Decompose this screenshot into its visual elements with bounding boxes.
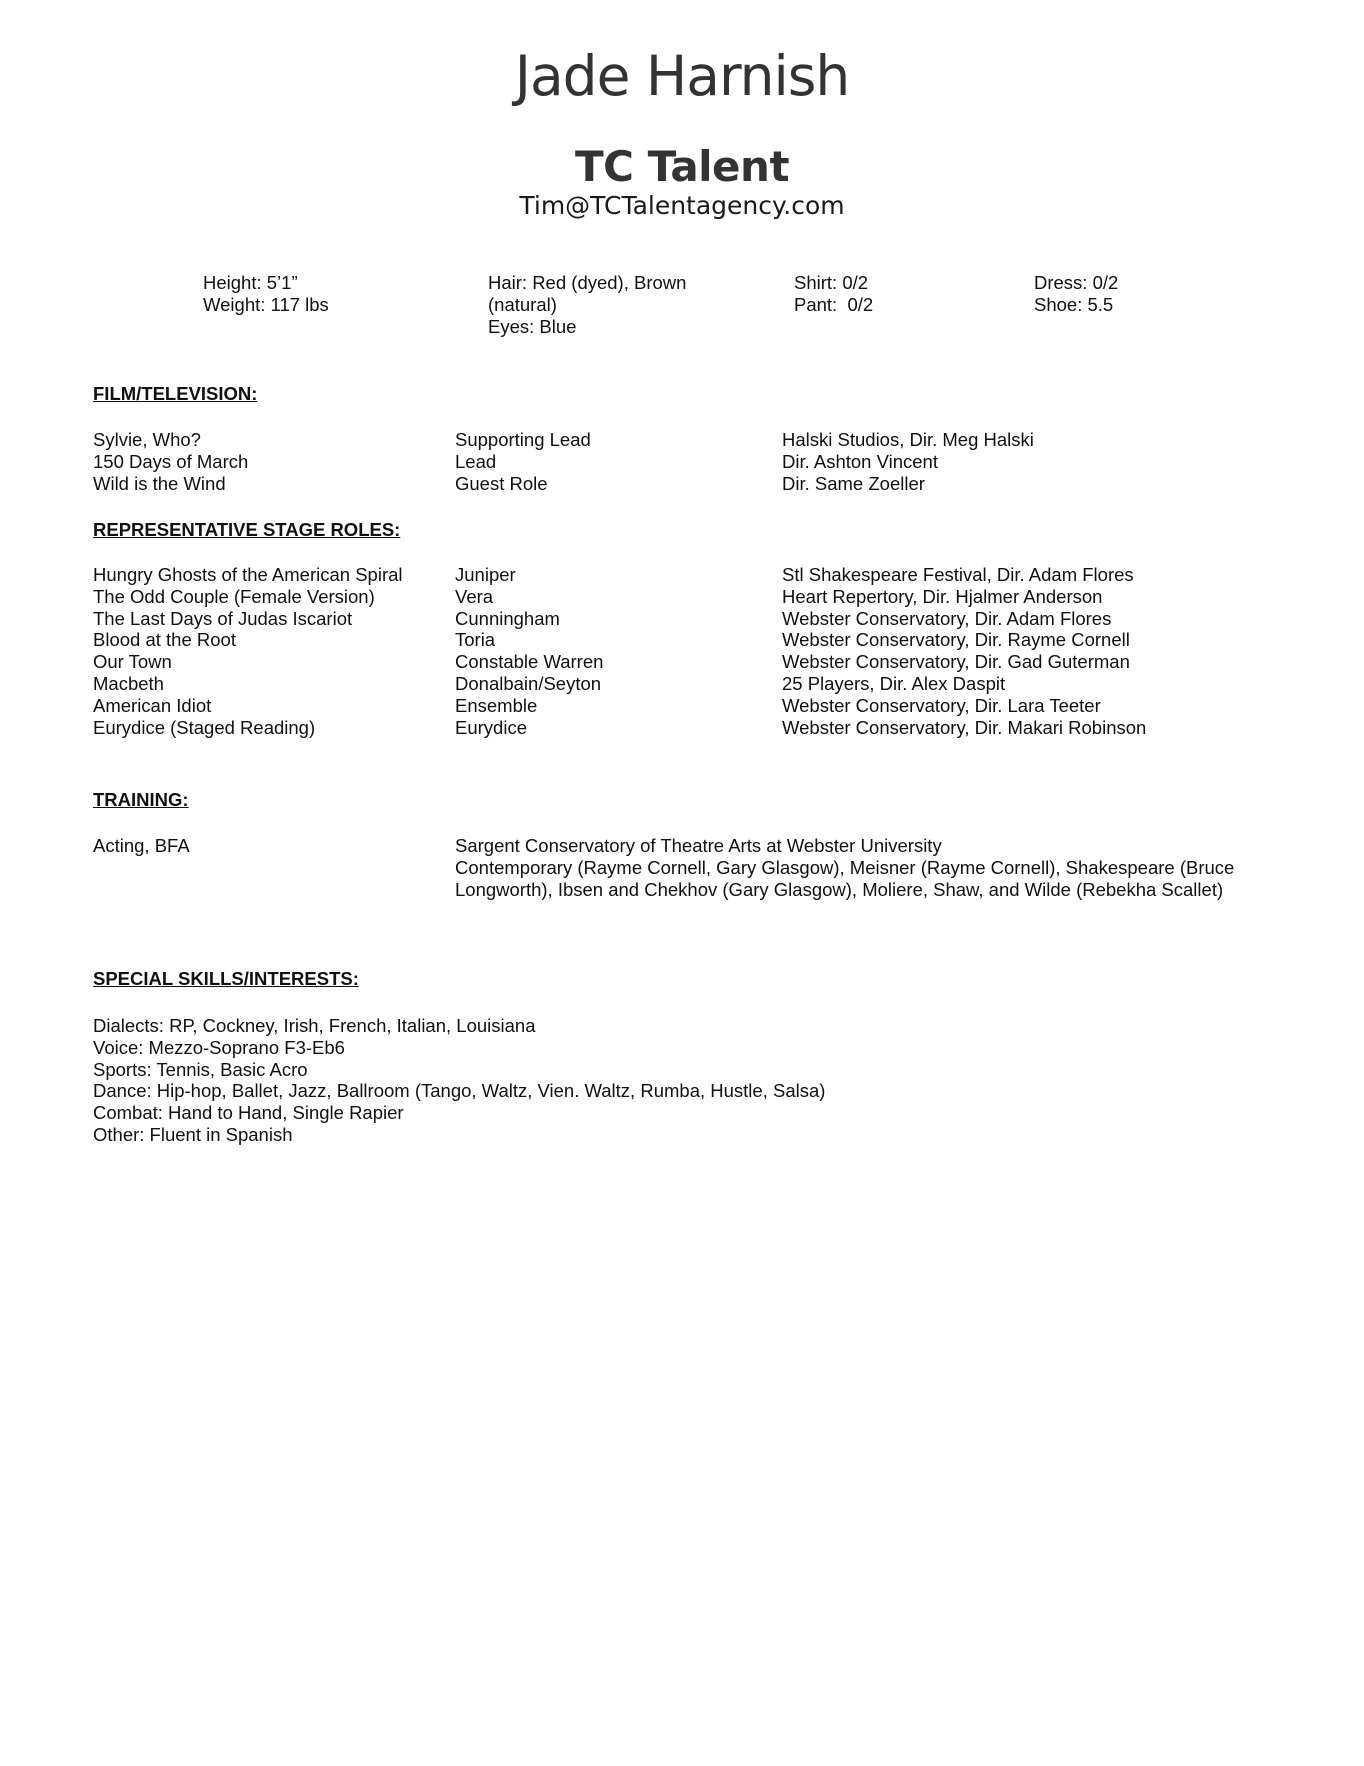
list-item: Dialects: RP, Cockney, Irish, French, Italian, Louisiana — [93, 1015, 536, 1036]
credit-company: Heart Repertory, Dir. Hjalmer Anderson — [782, 585, 1103, 607]
credit-role: Supporting Lead — [455, 429, 591, 450]
credit-role: Constable Warren — [455, 651, 604, 673]
stats-column-appearance — [488, 272, 686, 338]
credit-role: Guest Role — [455, 472, 548, 494]
list-item: Other: Fluent in Spanish — [93, 1123, 293, 1145]
credit-company: Webster Conservatory, Dir. Adam Flores — [782, 607, 1112, 629]
list-item: Combat: Hand to Hand, Single Rapier — [93, 1102, 404, 1124]
stat-shirt: Shirt: 0/2 — [794, 272, 869, 293]
credit-title: Our Town — [93, 651, 172, 673]
film-credits — [93, 429, 1293, 494]
stats-column-sizes — [794, 272, 873, 316]
stats-column-sizes-2 — [1034, 272, 1118, 316]
stat-hair-cont: (natural) — [488, 294, 557, 315]
table-row — [93, 608, 1293, 630]
credit-title: American Idiot — [93, 694, 212, 716]
table-row — [93, 473, 1293, 495]
credit-company: Stl Shakespeare Festival, Dir. Adam Flores — [782, 564, 1134, 585]
table-row — [93, 673, 1293, 695]
credit-title: Eurydice (Staged Reading) — [93, 716, 316, 738]
credit-title: Hungry Ghosts of the American Spiral — [93, 564, 403, 585]
credit-company: Webster Conservatory, Dir. Makari Robinson — [782, 716, 1147, 738]
table-row — [93, 451, 1293, 473]
list-item: Voice: Mezzo-Soprano F3-Eb6 — [93, 1036, 345, 1058]
actor-name: Jade Harnish — [514, 44, 850, 108]
agency-name: TC Talent — [574, 142, 790, 191]
training-details — [455, 835, 1235, 900]
credit-role: Toria — [455, 629, 496, 651]
credit-role: Cunningham — [455, 607, 560, 629]
training-coursework: Contemporary (Rayme Cornell, Gary Glasgow), Meisner (Rayme Cornell), Shakespeare (Bruce Longworth), Ibsen and Chekhov (Gary Glasgow), Moliere, Shaw, and Wilde (Rebekha Scallet) — [455, 856, 1235, 900]
credit-title: The Last Days of Judas Iscariot — [93, 607, 353, 629]
stat-hair: Hair: Red (dyed), Brown — [488, 272, 687, 293]
stat-eyes: Eyes: Blue — [488, 316, 577, 337]
credit-role: Lead — [455, 450, 497, 472]
training-degree: Acting, BFA — [93, 835, 190, 856]
credit-role: Donalbain/Seyton — [455, 672, 602, 694]
credit-title: Sylvie, Who? — [93, 429, 201, 450]
stat-pant: Pant: 0/2 — [794, 294, 874, 315]
credit-company: Halski Studios, Dir. Meg Halski — [782, 429, 1034, 450]
skills-list — [93, 1015, 825, 1146]
credit-company: Webster Conservatory, Dir. Gad Guterman — [782, 651, 1130, 673]
credit-role: Vera — [455, 585, 494, 607]
film-heading: FILM/TELEVISION: — [93, 383, 258, 404]
table-row — [93, 717, 1293, 739]
credit-company: Dir. Ashton Vincent — [782, 450, 938, 472]
table-row — [93, 429, 1293, 451]
agency-email: Tim@TCTalentagency.com — [519, 191, 845, 220]
training-heading: TRAINING: — [93, 789, 189, 810]
table-row — [93, 586, 1293, 608]
table-row — [93, 651, 1293, 673]
credit-title: The Odd Couple (Female Version) — [93, 585, 375, 607]
credit-company: Webster Conservatory, Dir. Lara Teeter — [782, 694, 1101, 716]
stat-height: Height: 5’1” — [203, 272, 298, 293]
stat-dress: Dress: 0/2 — [1034, 272, 1119, 293]
stage-credits — [93, 564, 1293, 738]
training-school: Sargent Conservatory of Theatre Arts at Webster University — [455, 835, 942, 856]
stage-heading: REPRESENTATIVE STAGE ROLES: — [93, 519, 401, 540]
stat-shoe: Shoe: 5.5 — [1034, 294, 1114, 315]
credit-role: Juniper — [455, 564, 516, 585]
list-item: Dance: Hip-hop, Ballet, Jazz, Ballroom (Tango, Waltz, Vien. Waltz, Rumba, Hustle, Salsa) — [93, 1080, 826, 1102]
credit-title: 150 Days of March — [93, 450, 249, 472]
credit-title: Macbeth — [93, 672, 164, 694]
table-row — [93, 629, 1293, 651]
credit-role: Eurydice — [455, 716, 527, 738]
credit-role: Ensemble — [455, 694, 538, 716]
credit-company: Dir. Same Zoeller — [782, 472, 925, 494]
skills-heading: SPECIAL SKILLS/INTERESTS: — [93, 968, 359, 989]
credit-company: Webster Conservatory, Dir. Rayme Cornell — [782, 629, 1130, 651]
table-row — [93, 695, 1293, 717]
stat-weight: Weight: 117 lbs — [203, 294, 329, 315]
list-item: Sports: Tennis, Basic Acro — [93, 1058, 308, 1080]
credit-title: Wild is the Wind — [93, 472, 226, 494]
table-row — [93, 564, 1293, 586]
stats-column-measurements — [203, 272, 329, 316]
credit-company: 25 Players, Dir. Alex Daspit — [782, 672, 1006, 694]
credit-title: Blood at the Root — [93, 629, 236, 651]
